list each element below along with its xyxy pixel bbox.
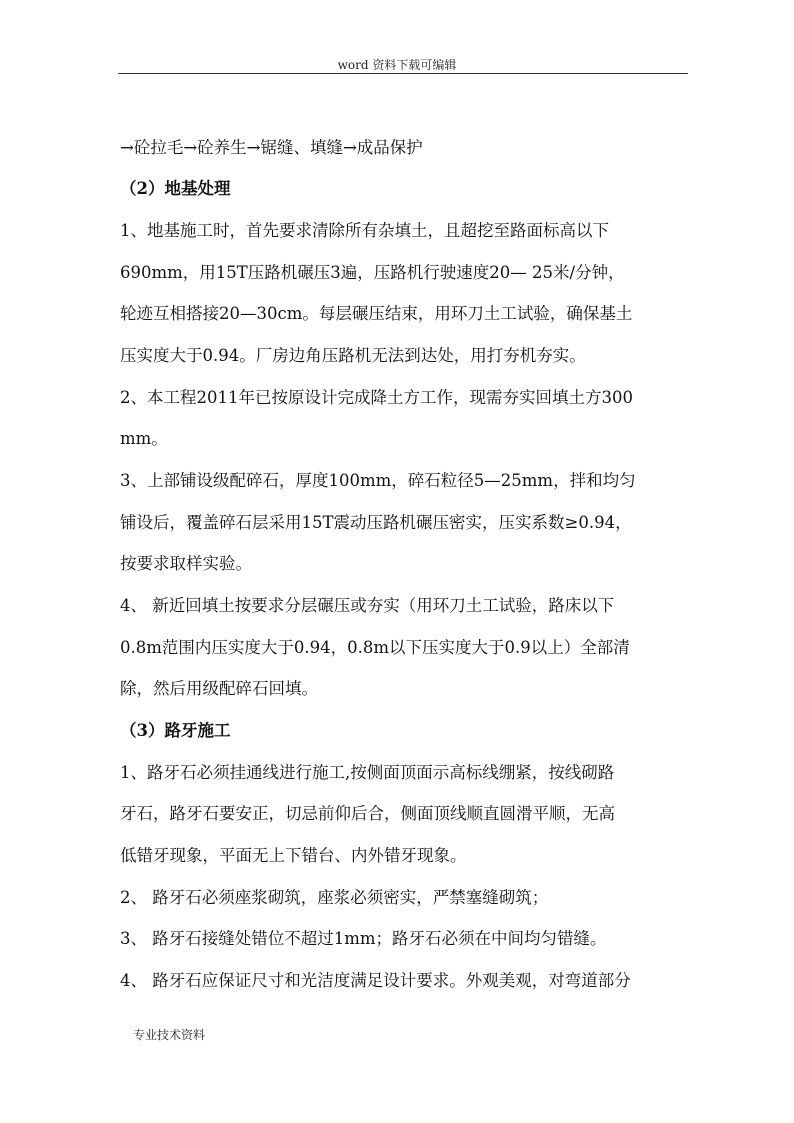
page-footer: 专业技术资料 xyxy=(133,1028,206,1042)
text-line: 1、地基施工时，首先要求清除所有杂填土，且超挖至路面标高以下 xyxy=(120,221,609,240)
text-line: 按要求取样实验。 xyxy=(120,554,252,573)
section-heading: （3）路牙施工 xyxy=(120,721,231,740)
page-header: word 资料下载可编辑 xyxy=(337,58,457,72)
text-line: 压实度大于0.94。厂房边角压路机无法到达处，用打夯机夯实。 xyxy=(120,346,586,365)
text-line: 1、路牙石必须挂通线进行施工,按侧面顶面示高标线绷紧，按线砌路 xyxy=(120,763,615,782)
text-line: 3、上部铺设级配碎石，厚度100mm，碎石粒径5—25mm，拌和均匀 xyxy=(120,471,636,490)
text-line: 低错牙现象，平面无上下错台、内外错牙现象。 xyxy=(120,846,467,865)
text-line: 2、本工程2011年已按原设计完成降土方工作，现需夯实回填土方300 xyxy=(120,388,633,407)
text-line: →砼拉毛→砼养生→锯缝、填缝→成品保护 xyxy=(120,138,423,157)
text-line: 2、 路牙石必须座浆砌筑，座浆必须密实，严禁塞缝砌筑； xyxy=(120,888,549,907)
text-line: 轮迹互相搭接20—30cm。每层碾压结束，用环刀土工试验，确保基土 xyxy=(120,304,633,323)
text-line: 3、 路牙石接缝处错位不超过1mm；路牙石必须在中间均匀错缝。 xyxy=(120,929,607,948)
text-line: 牙石，路牙石要安正，切忌前仰后合，侧面顶线顺直圆滑平顺，无高 xyxy=(120,804,615,823)
text-line: 690mm，用15T压路机碾压3遍，压路机行驶速度20— 25米/分钟， xyxy=(120,263,625,282)
text-line: 4、 路牙石应保证尺寸和光洁度满足设计要求。外观美观，对弯道部分 xyxy=(120,971,631,990)
text-line: 除，然后用级配碎石回填。 xyxy=(120,679,318,698)
section-heading: （2）地基处理 xyxy=(120,179,231,198)
header-divider xyxy=(118,73,688,74)
text-line: 4、 新近回填土按要求分层碾压或夯实（用环刀土工试验，路床以下 xyxy=(120,596,615,615)
text-line: mm。 xyxy=(120,429,168,448)
text-line: 0.8m范围内压实度大于0.94，0.8m以下压实度大于0.9以上）全部清 xyxy=(120,638,630,657)
text-line: 铺设后，覆盖碎石层采用15T震动压路机碾压密实，压实系数≥0.94， xyxy=(120,513,632,532)
